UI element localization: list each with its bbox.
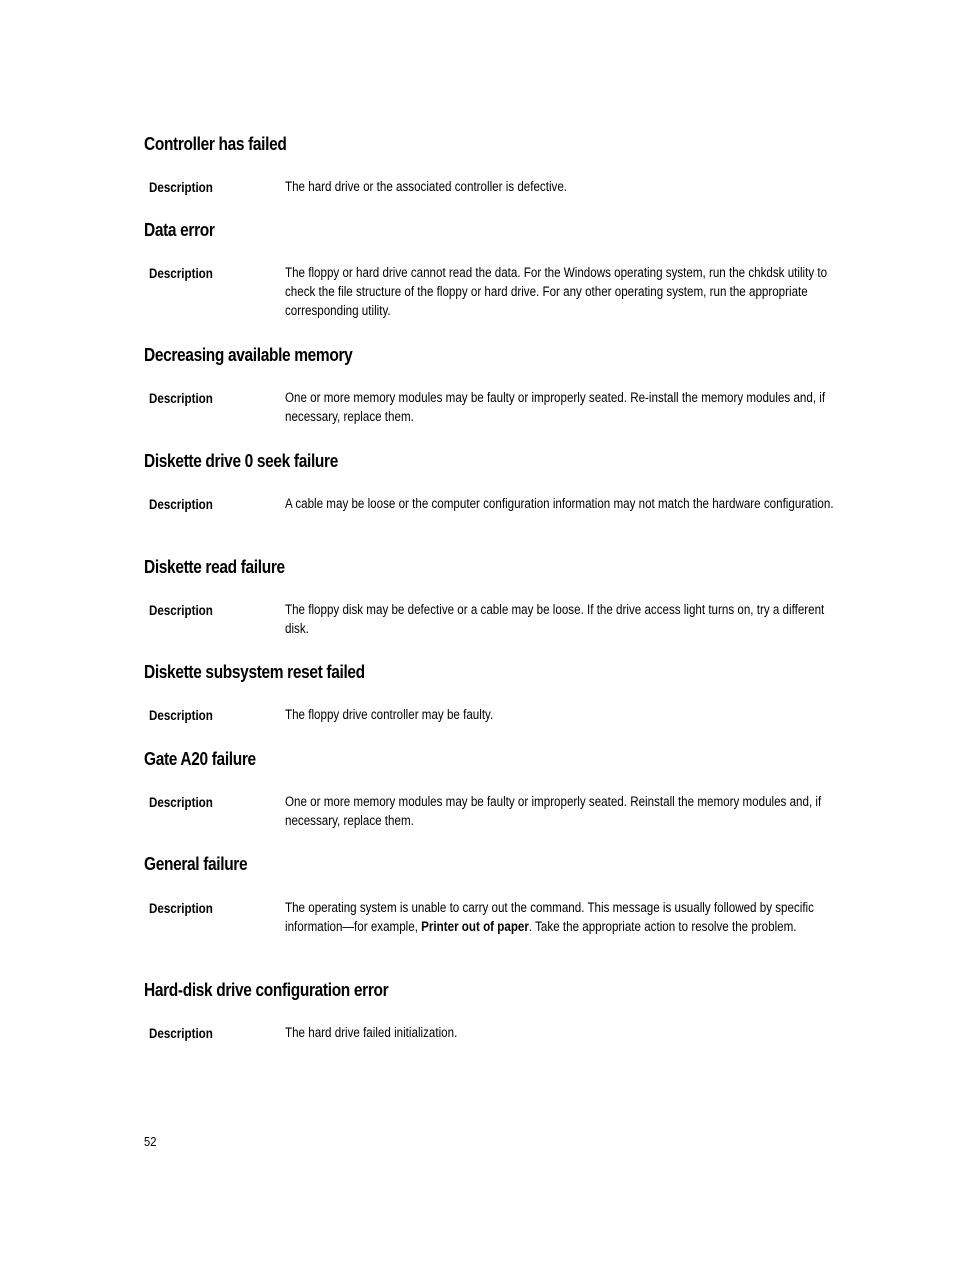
description-text: The floppy or hard drive cannot read the data. For the Windows operating system, run the chkdsk utility to check the file structure of the floppy or hard drive. For any other operating system, run the appropriate corresponding utility.: [285, 265, 828, 318]
description-text: One or more memory modules may be faulty or improperly seated. Re-install the memory modules and, if necessary, replace them.: [285, 390, 826, 424]
section-title-hard-disk-drive-configuration-error: Hard-disk drive configuration error: [144, 980, 389, 1000]
example-message: Printer out of paper: [421, 919, 529, 934]
description-text: The hard drive or the associated controller is defective.: [285, 179, 568, 194]
description-text: The floppy disk may be defective or a cable may be loose. If the drive access light turns on, try a different disk.: [285, 602, 825, 636]
section-title-gate-a20-failure: Gate A20 failure: [144, 749, 256, 769]
section-title-controller-has-failed: Controller has failed: [144, 134, 287, 154]
section-title-general-failure: General failure: [144, 854, 248, 874]
description-label: Description: [149, 180, 213, 195]
description-label: Description: [149, 266, 213, 281]
description-text: The hard drive failed initialization.: [285, 1025, 458, 1040]
description-label: Description: [149, 795, 213, 810]
section-title-diskette-drive-0-seek-failure: Diskette drive 0 seek failure: [144, 451, 338, 471]
description-label: Description: [149, 1026, 213, 1041]
description-label: Description: [149, 497, 213, 512]
description-text-part: . Take the appropriate action to resolve the problem.: [528, 919, 797, 934]
description-label: Description: [149, 708, 213, 723]
description-text: The floppy drive controller may be faulty.: [285, 707, 494, 722]
section-title-data-error: Data error: [144, 220, 215, 240]
description-text: [285, 898, 835, 936]
description-text-part: The operating system is unable to carry out the command. This message is usually followed by specific information—for example,: [285, 900, 814, 934]
section-title-diskette-read-failure: Diskette read failure: [144, 557, 285, 577]
section-title-decreasing-available-memory: Decreasing available memory: [144, 345, 353, 365]
description-label: Description: [149, 901, 213, 916]
page-number: 52: [144, 1134, 157, 1149]
description-label: Description: [149, 603, 213, 618]
description-label: Description: [149, 391, 213, 406]
description-text: One or more memory modules may be faulty or improperly seated. Reinstall the memory modules and, if necessary, replace them.: [285, 794, 822, 828]
description-text: A cable may be loose or the computer configuration information may not match the hardware configuration.: [285, 496, 834, 511]
section-title-diskette-subsystem-reset-failed: Diskette subsystem reset failed: [144, 662, 365, 682]
